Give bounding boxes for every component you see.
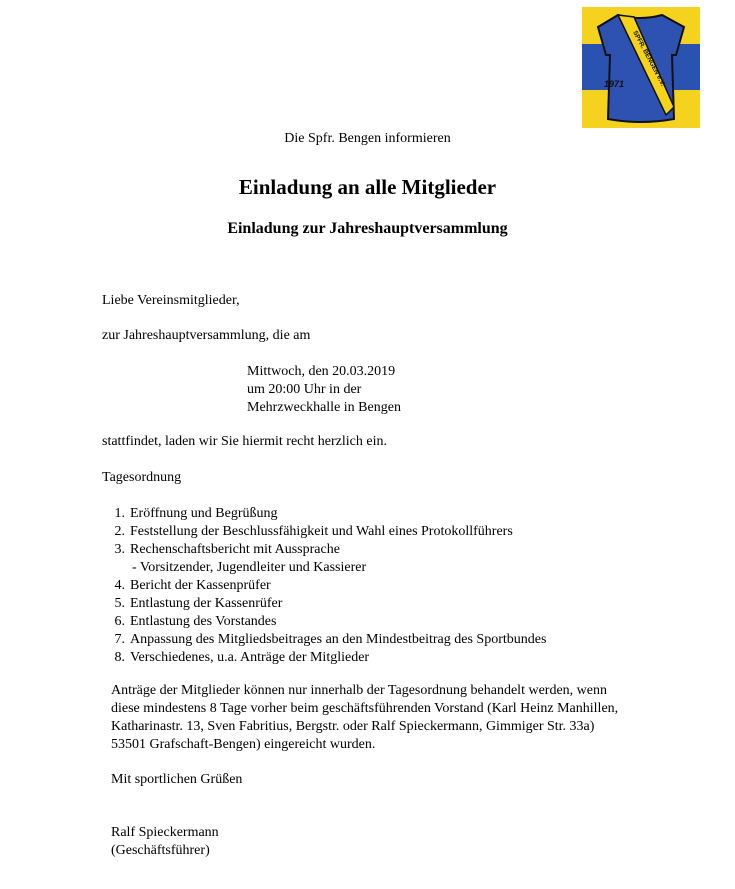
greeting: Liebe Vereinsmitglieder,	[102, 293, 240, 308]
inform-line: Die Spfr. Bengen informieren	[284, 131, 451, 146]
notice-line: Katharinastr. 13, Sven Fabritius, Bergstr. oder Ralf Spieckermann, Gimmiger Str. 33a)	[111, 719, 595, 734]
logo-club-text: SPFR. BENGEN e.V.	[631, 29, 667, 88]
event-time: um 20:00 Uhr in der	[247, 382, 362, 397]
notice-line: Anträge der Mitglieder können nur innerhalb der Tagesordnung behandelt werden, wenn	[111, 683, 607, 698]
page-subtitle: Einladung zur Jahreshauptversammlung	[227, 220, 508, 237]
page-title: Einladung an alle Mitglieder	[238, 175, 497, 199]
logo-year: 1971	[604, 79, 625, 89]
agenda-heading: Tagesordnung	[102, 470, 182, 485]
closing-line: Mit sportlichen Grüßen	[111, 772, 243, 787]
notice-line: 53501 Grafschaft-Bengen) eingereicht wurden.	[111, 737, 376, 752]
club-crest-icon	[582, 7, 700, 128]
signature-name: Ralf Spieckermann	[111, 825, 219, 840]
club-logo	[582, 7, 700, 128]
signature-role: (Geschäftsführer)	[111, 843, 210, 858]
notice-line: diese mindestens 8 Tage vorher beim geschäftsführenden Vorstand (Karl Heinz Manhillen,	[111, 701, 619, 716]
intro-line: zur Jahreshauptversammlung, die am	[102, 328, 311, 343]
event-date: Mittwoch, den 20.03.2019	[247, 364, 396, 379]
agenda-list: 1. Eröffnung und Begrüßung 2. Feststellung der Beschlussfähigkeit und Wahl eines Protokollführers 3. Rechenschaftsbericht mit Aussprache - Vorsitzender, Jugendleiter und Kassierer 4. Bericht der Kassenprüfer 5. Entlastung der Kassenrüfer 6. Entlastung des Vorstandes 7. Anpassung des Mitgliedsbeitrages an den Mindestbeitrag des Sportbundes 8. Verschiedenes, u.a. Anträge der Mitglieder	[114, 506, 547, 665]
event-location: Mehrzweckhalle in Bengen	[247, 400, 401, 415]
invite-line: stattfindet, laden wir Sie hiermit recht herzlich ein.	[102, 434, 387, 449]
